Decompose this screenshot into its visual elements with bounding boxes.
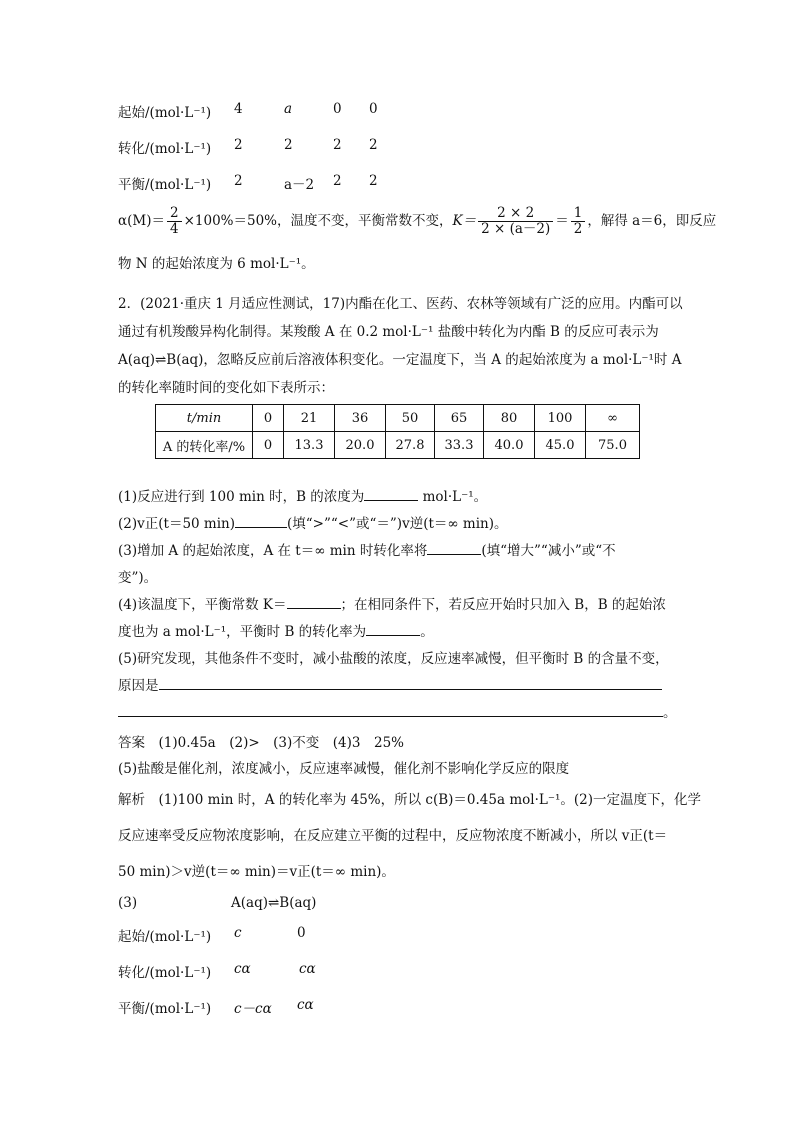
alpha-equation [118, 203, 716, 239]
answer-blank[interactable] [364, 488, 418, 501]
row-value: 2 [234, 173, 243, 189]
row-label: 平衡/(mol·L⁻¹) [118, 1001, 212, 1017]
table-cell: 0 [253, 405, 284, 432]
row-value: c [234, 925, 242, 941]
alpha-tail: ×100%＝50%，温度不变，平衡常数不变， [183, 213, 453, 229]
row-value: 0 [369, 101, 378, 117]
row-value: 2 [333, 173, 342, 189]
row-value: cα [234, 961, 251, 977]
answer-blank[interactable] [235, 515, 287, 528]
row-value: cα [299, 961, 316, 977]
part-text: (1)反应进行到 100 min 时，B 的浓度为 [118, 489, 365, 505]
part-text: mol·L⁻¹。 [418, 489, 488, 505]
table-cell: 27.8 [386, 432, 435, 459]
part-text: 原因是 [118, 678, 159, 694]
alpha-lead: α(M)＝ [118, 213, 165, 229]
row-value: c－cα [234, 1001, 272, 1017]
conversion-table [155, 404, 640, 459]
calc1-conclusion: 物 N 的起始浓度为 6 mol·L⁻¹。 [118, 256, 315, 272]
q2-intro-line: 通过有机羧酸异构化制得。某羧酸 A 在 0.2 mol·L⁻¹ 盐酸中转化为内酯 B 的反应可表示为 [118, 324, 659, 340]
table-cell: 65 [435, 405, 484, 432]
answer-blank[interactable] [287, 596, 341, 609]
table-header-row [156, 405, 640, 432]
table-cell: 75.0 [586, 432, 640, 459]
row-label: 起始/(mol·L⁻¹) [118, 929, 212, 945]
table-cell: 13.3 [284, 432, 335, 459]
row-label: 转化/(mol·L⁻¹) [118, 141, 212, 157]
row-value: 2 [234, 137, 243, 153]
analysis-line: 反应速率受反应物浓度影响，在反应建立平衡的过程中，反应物浓度不断减小，所以 v正(t＝ [118, 828, 668, 844]
q2-part-5-reason-cont [118, 703, 677, 723]
table-cell: 21 [284, 405, 335, 432]
equals: ＝ [555, 213, 569, 229]
answer-line: 答案 (1)0.45a (2)> (3)不变 (4)3 25% [118, 735, 405, 751]
eq-label: (3) [118, 895, 138, 911]
k-tail: ，解得 a＝6，即反应 [587, 213, 717, 229]
q2-part-5: (5)研究发现，其他条件不变时，减小盐酸的浓度，反应速率减慢，但平衡时 B 的含量不变， [118, 651, 669, 667]
q2-part-3-cont: 变”)。 [118, 570, 158, 586]
q2-part-4 [118, 595, 666, 615]
part-text: ；在相同条件下，若反应开始时只加入 B，B 的起始浓 [340, 597, 666, 613]
table-cell: 50 [386, 405, 435, 432]
row-value: 2 [284, 137, 293, 153]
table-cell: t/min [156, 405, 253, 432]
table-cell: 80 [484, 405, 535, 432]
part-text: (填“增大”“减小”或“不 [481, 543, 616, 559]
row-value: 2 [369, 173, 378, 189]
row-value: 0 [333, 101, 342, 117]
part-text: 。 [663, 705, 677, 721]
row-value: 2 [333, 137, 342, 153]
row-label: 平衡/(mol·L⁻¹) [118, 177, 212, 193]
q2-part-4-cont [118, 622, 434, 642]
numerator: 1 [571, 206, 586, 222]
q2-part-3 [118, 541, 616, 561]
numerator: 2 × 2 [478, 206, 553, 222]
k-lead: K＝ [452, 213, 477, 229]
eq-text: A(aq)⇌B(aq) [231, 895, 317, 911]
row-value: a [284, 101, 293, 117]
alpha-fraction [167, 206, 182, 237]
part-text: (3)增加 A 的起始浓度，A 在 t＝∞ min 时转化率将 [118, 543, 428, 559]
q2-intro-line: 2．(2021·重庆 1 月适应性测试，17)内酯在化工、医药、农林等领域有广泛的应用。内酯可以 [118, 296, 683, 312]
table-cell: 100 [535, 405, 586, 432]
table-row [156, 432, 640, 459]
row-value: 2 [369, 137, 378, 153]
analysis-line: 50 min)＞v逆(t＝∞ min)＝v正(t＝∞ min)。 [118, 864, 395, 880]
row-label: 起始/(mol·L⁻¹) [118, 105, 212, 121]
row-label: 转化/(mol·L⁻¹) [118, 965, 212, 981]
row-value: 4 [234, 101, 243, 117]
part-text: 。 [420, 624, 434, 640]
q2-intro-line: 的转化率随时间的变化如下表所示： [118, 380, 334, 396]
table-cell: 33.3 [435, 432, 484, 459]
q2-part-2 [118, 514, 508, 534]
part-text: (填“>”“<”或“＝”)v逆(t＝∞ min)。 [287, 516, 508, 532]
q2-part-1 [118, 487, 487, 507]
table-cell: 36 [335, 405, 386, 432]
answer-blank[interactable] [366, 623, 420, 636]
answer-line: (5)盐酸是催化剂，浓度减小，反应速率减慢，催化剂不影响化学反应的限度 [118, 761, 570, 777]
denominator: 2 × (a－2) [481, 221, 551, 237]
answer-blank[interactable] [118, 704, 663, 717]
row-value: 0 [297, 925, 306, 941]
table-cell: 45.0 [535, 432, 586, 459]
k-fraction [478, 206, 553, 237]
answer-blank[interactable] [427, 542, 481, 555]
denominator: 2 [573, 221, 583, 237]
table-cell: ∞ [586, 405, 640, 432]
part-text: 度也为 a mol·L⁻¹，平衡时 B 的转化率为 [118, 624, 367, 640]
table-cell: 40.0 [484, 432, 535, 459]
denominator: 4 [169, 221, 179, 237]
part-text: (2)v正(t＝50 min) [118, 516, 235, 532]
q2-intro-line: A(aq)⇌B(aq)，忽略反应前后溶液体积变化。一定温度下，当 A 的起始浓度为 a mol·L⁻¹时 A [118, 352, 682, 368]
table-cell: 0 [253, 432, 284, 459]
table-cell: 20.0 [335, 432, 386, 459]
table-cell: A 的转化率/% [156, 432, 253, 459]
numerator: 2 [167, 206, 182, 222]
analysis-line: 解析 (1)100 min 时，A 的转化率为 45%，所以 c(B)＝0.45a mol·L⁻¹。(2)一定温度下，化学 [118, 792, 701, 808]
row-value: cα [297, 997, 314, 1013]
part-text: (4)该温度下，平衡常数 K＝ [118, 597, 287, 613]
answer-blank[interactable] [159, 677, 662, 690]
q2-part-5-reason [118, 676, 662, 696]
half-fraction [571, 206, 586, 237]
row-value: a－2 [284, 177, 315, 193]
